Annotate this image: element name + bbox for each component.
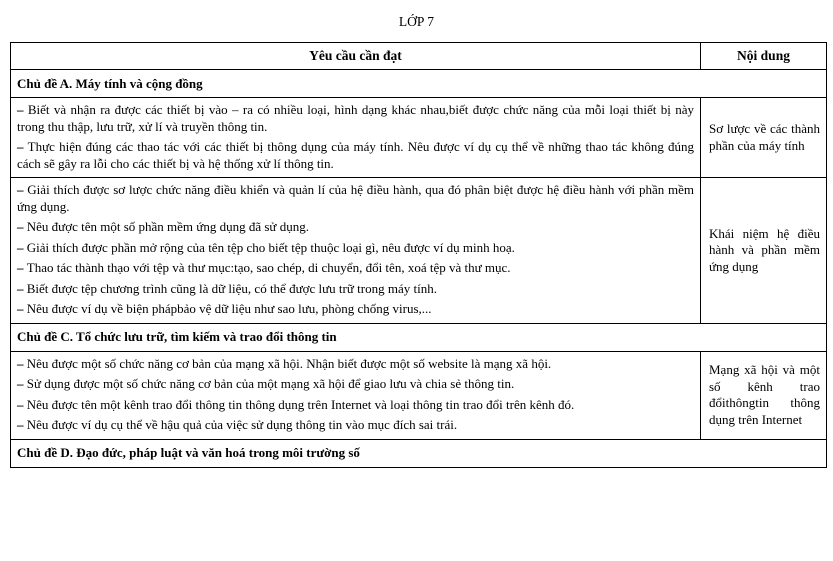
requirement-item — [17, 417, 694, 434]
page-title: LỚP 7 — [398, 14, 435, 29]
requirement-text: Thao tác thành thạo với tệp và thư mục:tạo, sao chép, di chuyển, đổi tên, xoá tệp và thư mục. — [26, 260, 511, 275]
curriculum-table — [10, 42, 827, 468]
requirement-item — [17, 219, 694, 236]
bullet-dash: – — [17, 280, 27, 296]
requirement-text: Thực hiện đúng các thao tác với các thiết bị thông dụng của máy tính. Nêu được ví dụ cụ thể về những thao tác không đúng cách sẽ gây ra lỗi cho các thiết bị và hệ thống xử lí thông tin. — [17, 139, 695, 171]
bullet-dash: – — [17, 139, 28, 154]
header-requirements: Yêu cầu cần đạt — [11, 43, 701, 70]
table-header-row — [11, 43, 827, 70]
requirement-text: Sử dụng được một số chức năng cơ bản của một mạng xã hội để giao lưu và chia sẻ thông tin. — [26, 376, 515, 391]
topic-heading: Chủ đề D. Đạo đức, pháp luật và văn hoá trong môi trường số — [11, 439, 827, 467]
topic-row — [11, 70, 827, 98]
topic-heading: Chủ đề A. Máy tính và cộng đồng — [11, 70, 827, 98]
bullet-dash: – — [17, 219, 27, 234]
bullet-dash: – — [17, 417, 27, 432]
content-text: Mạng xã hội và một số kênh trao đổithôngtin thông dụng trên Internet — [709, 362, 820, 427]
bullet-dash: – — [17, 239, 27, 255]
requirement-item — [17, 356, 694, 373]
requirements-cell — [11, 98, 701, 178]
requirement-text: Giải thích được phần mở rộng của tên tệp cho biết tệp thuộc loại gì, nêu được ví dụ minh hoạ. — [26, 239, 515, 255]
header-content: Nội dung — [701, 43, 827, 70]
requirement-text: Nêu được tên một số phần mềm ứng dụng đã sử dụng. — [26, 219, 309, 234]
requirement-item — [17, 139, 694, 172]
bullet-dash: – — [17, 182, 28, 197]
bullet-dash: – — [17, 260, 27, 275]
requirement-text: Nêu được một số chức năng cơ bản của mạng xã hội. Nhận biết được một số website là mạng xã hội. — [26, 355, 552, 371]
requirement-text: Nêu được tên một kênh trao đổi thông tin thông dụng trên Internet và loại thông tin trao đổi trên kênh đó. — [26, 396, 575, 412]
requirement-item — [17, 240, 694, 257]
bullet-dash: – — [17, 376, 27, 391]
requirements-cell — [11, 351, 701, 439]
topic-heading: Chủ đề C. Tổ chức lưu trữ, tìm kiếm và trao đổi thông tin — [11, 323, 827, 351]
requirement-item — [17, 397, 694, 414]
bullet-dash: – — [17, 102, 28, 117]
topic-row — [11, 323, 827, 351]
bullet-dash: – — [17, 301, 27, 316]
topic-row — [11, 439, 827, 467]
requirement-item — [17, 260, 694, 277]
table-row — [11, 98, 827, 178]
requirement-item — [17, 376, 694, 393]
bullet-dash: – — [17, 355, 27, 371]
content-text: Sơ lược về các thành phần của máy tính — [709, 121, 820, 153]
table-row — [11, 178, 827, 324]
requirement-item — [17, 301, 694, 318]
requirement-item — [17, 102, 694, 135]
table-body — [11, 70, 827, 468]
content-cell — [701, 98, 827, 178]
content-cell — [701, 178, 827, 324]
table-row — [11, 351, 827, 439]
requirement-text: Giải thích được sơ lược chức năng điều khiển và quản lí của hệ điều hành, qua đó phân biệt được hệ điều hành với phần mềm ứng dụng. — [17, 182, 695, 214]
content-cell — [701, 351, 827, 439]
requirement-text: Nêu được ví dụ cụ thể về hậu quả của việc sử dụng thông tin vào mục đích sai trái. — [26, 417, 458, 432]
requirement-text: Biết và nhận ra được các thiết bị vào – ra có nhiều loại, hình dạng khác nhau,biết được chức năng của mỗi loại thiết bị này trong thu thập, lưu trữ, xử lí và truyền thông tin. — [17, 102, 695, 134]
bullet-dash: – — [17, 396, 27, 412]
content-text: Khái niệm hệ điều hành và phần mềm ứng dụng — [709, 225, 820, 274]
requirement-item — [17, 281, 694, 298]
requirement-item — [17, 182, 694, 215]
requirements-cell — [11, 178, 701, 324]
requirement-text: Biết được tệp chương trình cũng là dữ liệu, có thể được lưu trữ trong máy tính. — [26, 280, 437, 296]
requirement-text: Nêu được ví dụ về biện phápbảo vệ dữ liệu như sao lưu, phòng chống virus,... — [26, 301, 432, 316]
